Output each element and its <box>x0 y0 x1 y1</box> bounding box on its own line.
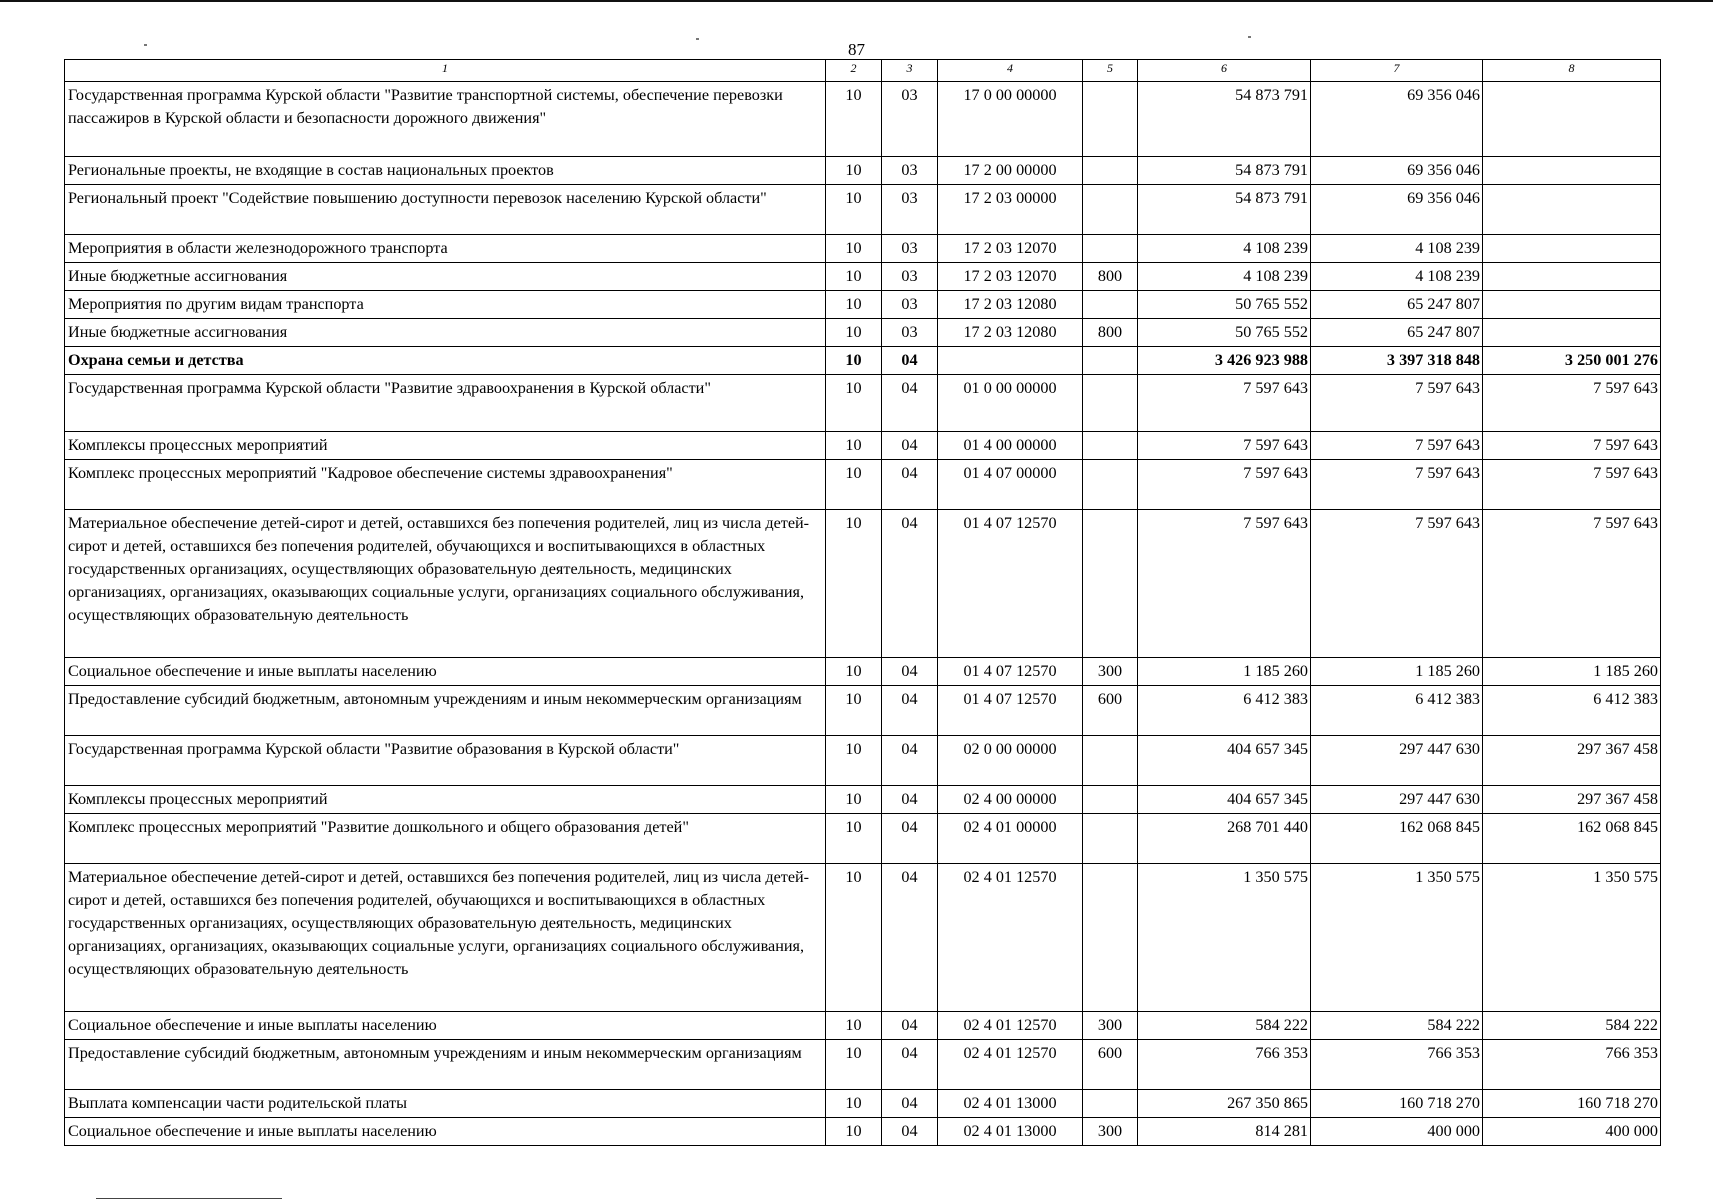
amount-col6: 7 597 643 <box>1138 432 1311 460</box>
row-name: Предоставление субсидий бюджетным, автономным учреждениям и иным некоммерческим организациям <box>65 1040 826 1090</box>
subsection-code: 03 <box>882 82 938 157</box>
target-article-code: 01 0 00 00000 <box>938 375 1083 432</box>
section-code: 10 <box>826 185 882 235</box>
row-name: Социальное обеспечение и иные выплаты населению <box>65 1012 826 1040</box>
target-article-code: 02 4 01 13000 <box>938 1118 1083 1146</box>
subsection-code: 04 <box>882 814 938 864</box>
table-row <box>65 263 1661 291</box>
expense-type-code: 300 <box>1083 658 1138 686</box>
column-header: 4 <box>938 60 1083 82</box>
column-header: 8 <box>1483 60 1661 82</box>
subsection-code: 04 <box>882 375 938 432</box>
amount-col7: 65 247 807 <box>1311 291 1483 319</box>
amount-col8: 160 718 270 <box>1483 1090 1661 1118</box>
amount-col7: 7 597 643 <box>1311 510 1483 658</box>
amount-col7: 4 108 239 <box>1311 263 1483 291</box>
amount-col6: 4 108 239 <box>1138 263 1311 291</box>
amount-col6: 404 657 345 <box>1138 786 1311 814</box>
row-name: Комплекс процессных мероприятий "Развитие дошкольного и общего образования детей" <box>65 814 826 864</box>
amount-col8 <box>1483 82 1661 157</box>
target-article-code: 17 2 00 00000 <box>938 157 1083 185</box>
column-header: 2 <box>826 60 882 82</box>
amount-col6: 1 350 575 <box>1138 864 1311 1012</box>
table-row <box>65 1040 1661 1090</box>
row-name: Комплексы процессных мероприятий <box>65 786 826 814</box>
target-article-code: 01 4 07 12570 <box>938 658 1083 686</box>
subsection-code: 03 <box>882 157 938 185</box>
budget-table <box>64 59 1661 1146</box>
section-code: 10 <box>826 1118 882 1146</box>
table-row <box>65 82 1661 157</box>
table-row <box>65 235 1661 263</box>
amount-col8 <box>1483 263 1661 291</box>
subsection-code: 03 <box>882 235 938 263</box>
amount-col8: 7 597 643 <box>1483 432 1661 460</box>
target-article-code: 17 2 03 12070 <box>938 263 1083 291</box>
subsection-code: 04 <box>882 510 938 658</box>
expense-type-code <box>1083 375 1138 432</box>
amount-col7: 766 353 <box>1311 1040 1483 1090</box>
table-row <box>65 864 1661 1012</box>
table-row <box>65 157 1661 185</box>
amount-col8: 1 350 575 <box>1483 864 1661 1012</box>
section-code: 10 <box>826 736 882 786</box>
amount-col8 <box>1483 157 1661 185</box>
top-rule <box>0 0 1713 2</box>
amount-col8: 297 367 458 <box>1483 736 1661 786</box>
subsection-code: 04 <box>882 1090 938 1118</box>
subsection-code: 03 <box>882 319 938 347</box>
section-code: 10 <box>826 1040 882 1090</box>
subsection-code: 03 <box>882 185 938 235</box>
subsection-code: 04 <box>882 864 938 1012</box>
amount-col8: 162 068 845 <box>1483 814 1661 864</box>
target-article-code: 17 2 03 12080 <box>938 291 1083 319</box>
row-name: Выплата компенсации части родительской платы <box>65 1090 826 1118</box>
table-row <box>65 291 1661 319</box>
expense-type-code <box>1083 291 1138 319</box>
amount-col7: 400 000 <box>1311 1118 1483 1146</box>
row-name: Мероприятия в области железнодорожного транспорта <box>65 235 826 263</box>
target-article-code: 01 4 07 00000 <box>938 460 1083 510</box>
section-code: 10 <box>826 1090 882 1118</box>
expense-type-code <box>1083 460 1138 510</box>
table-row <box>65 1012 1661 1040</box>
subsection-code: 04 <box>882 432 938 460</box>
section-code: 10 <box>826 235 882 263</box>
target-article-code: 02 4 01 13000 <box>938 1090 1083 1118</box>
table-row <box>65 432 1661 460</box>
amount-col6: 404 657 345 <box>1138 736 1311 786</box>
amount-col7: 1 185 260 <box>1311 658 1483 686</box>
amount-col7: 297 447 630 <box>1311 736 1483 786</box>
expense-type-code: 300 <box>1083 1012 1138 1040</box>
footnote-rule <box>96 1198 282 1199</box>
amount-col6: 268 701 440 <box>1138 814 1311 864</box>
amount-col6: 6 412 383 <box>1138 686 1311 736</box>
amount-col6: 7 597 643 <box>1138 510 1311 658</box>
subsection-code: 04 <box>882 1118 938 1146</box>
amount-col6: 4 108 239 <box>1138 235 1311 263</box>
row-name: Региональные проекты, не входящие в состав национальных проектов <box>65 157 826 185</box>
table-row <box>65 1118 1661 1146</box>
row-name: Предоставление субсидий бюджетным, автономным учреждениям и иным некоммерческим организациям <box>65 686 826 736</box>
amount-col6: 814 281 <box>1138 1118 1311 1146</box>
amount-col6: 7 597 643 <box>1138 460 1311 510</box>
expense-type-code <box>1083 736 1138 786</box>
target-article-code: 01 4 00 00000 <box>938 432 1083 460</box>
expense-type-code: 800 <box>1083 319 1138 347</box>
amount-col7: 7 597 643 <box>1311 432 1483 460</box>
expense-type-code: 600 <box>1083 686 1138 736</box>
table-row <box>65 460 1661 510</box>
section-code: 10 <box>826 658 882 686</box>
amount-col7: 584 222 <box>1311 1012 1483 1040</box>
table-row <box>65 185 1661 235</box>
section-code: 10 <box>826 375 882 432</box>
amount-col7: 69 356 046 <box>1311 157 1483 185</box>
section-code: 10 <box>826 432 882 460</box>
table-row <box>65 658 1661 686</box>
row-name: Мероприятия по другим видам транспорта <box>65 291 826 319</box>
expense-type-code <box>1083 510 1138 658</box>
row-name: Государственная программа Курской области "Развитие транспортной системы, обеспечение перевозки пассажиров в Курской области и безопасности дорожного движения" <box>65 82 826 157</box>
row-name: Материальное обеспечение детей-сирот и детей, оставшихся без попечения родителей, лиц из числа детей-сирот и детей, оставшихся без попечения родителей, обучающихся и воспитывающихся в областных государственных организациях, осуществляющих образовательную деятельность, медицинских организациях, организациях, оказывающих социальные услуги, организациях социального обслуживания, осуществляющих образовательную деятельность <box>65 864 826 1012</box>
section-code: 10 <box>826 460 882 510</box>
amount-col7: 6 412 383 <box>1311 686 1483 736</box>
amount-col7: 3 397 318 848 <box>1311 347 1483 375</box>
section-code: 10 <box>826 786 882 814</box>
section-code: 10 <box>826 319 882 347</box>
amount-col7: 69 356 046 <box>1311 82 1483 157</box>
row-name: Материальное обеспечение детей-сирот и детей, оставшихся без попечения родителей, лиц из числа детей-сирот и детей, оставшихся без попечения родителей, обучающихся и воспитывающихся в областных государственных организациях, осуществляющих образовательную деятельность, медицинских организациях, организациях, оказывающих социальные услуги, организациях социального обслуживания, осуществляющих образовательную деятельность <box>65 510 826 658</box>
expense-type-code <box>1083 1090 1138 1118</box>
amount-col8 <box>1483 235 1661 263</box>
table-row <box>65 319 1661 347</box>
amount-col8: 7 597 643 <box>1483 510 1661 658</box>
subsection-code: 04 <box>882 736 938 786</box>
table-row <box>65 347 1661 375</box>
expense-type-code: 800 <box>1083 263 1138 291</box>
table-row <box>65 686 1661 736</box>
section-code: 10 <box>826 814 882 864</box>
expense-type-code: 300 <box>1083 1118 1138 1146</box>
row-name: Социальное обеспечение и иные выплаты населению <box>65 658 826 686</box>
expense-type-code <box>1083 235 1138 263</box>
expense-type-code <box>1083 157 1138 185</box>
table-row <box>65 1090 1661 1118</box>
table-row <box>65 375 1661 432</box>
expense-type-code <box>1083 432 1138 460</box>
subsection-code: 04 <box>882 1012 938 1040</box>
subsection-code: 04 <box>882 460 938 510</box>
expense-type-code <box>1083 82 1138 157</box>
section-code: 10 <box>826 291 882 319</box>
target-article-code: 02 4 01 12570 <box>938 1040 1083 1090</box>
target-article-code: 02 4 00 00000 <box>938 786 1083 814</box>
amount-col6: 54 873 791 <box>1138 82 1311 157</box>
amount-col7: 297 447 630 <box>1311 786 1483 814</box>
subsection-code: 04 <box>882 686 938 736</box>
amount-col8: 584 222 <box>1483 1012 1661 1040</box>
section-code: 10 <box>826 157 882 185</box>
row-name: Социальное обеспечение и иные выплаты населению <box>65 1118 826 1146</box>
amount-col8 <box>1483 185 1661 235</box>
subsection-code: 04 <box>882 786 938 814</box>
target-article-code: 02 4 01 12570 <box>938 864 1083 1012</box>
column-header: 1 <box>65 60 826 82</box>
column-header: 7 <box>1311 60 1483 82</box>
section-code: 10 <box>826 864 882 1012</box>
row-name: Комплекс процессных мероприятий "Кадровое обеспечение системы здравоохранения" <box>65 460 826 510</box>
row-name: Иные бюджетные ассигнования <box>65 263 826 291</box>
row-name: Охрана семьи и детства <box>65 347 826 375</box>
expense-type-code <box>1083 814 1138 864</box>
amount-col8 <box>1483 291 1661 319</box>
section-code: 10 <box>826 263 882 291</box>
amount-col6: 50 765 552 <box>1138 319 1311 347</box>
amount-col6: 54 873 791 <box>1138 185 1311 235</box>
expense-type-code <box>1083 185 1138 235</box>
section-code: 10 <box>826 347 882 375</box>
table-row <box>65 736 1661 786</box>
expense-type-code <box>1083 347 1138 375</box>
target-article-code: 02 4 01 12570 <box>938 1012 1083 1040</box>
subsection-code: 04 <box>882 658 938 686</box>
page-number: 87 <box>848 40 865 59</box>
amount-col7: 65 247 807 <box>1311 319 1483 347</box>
subsection-code: 04 <box>882 1040 938 1090</box>
target-article-code: 02 0 00 00000 <box>938 736 1083 786</box>
amount-col7: 7 597 643 <box>1311 375 1483 432</box>
column-number-header <box>65 60 1661 82</box>
target-article-code: 17 2 03 12080 <box>938 319 1083 347</box>
amount-col8: 1 185 260 <box>1483 658 1661 686</box>
section-code: 10 <box>826 686 882 736</box>
amount-col8: 7 597 643 <box>1483 460 1661 510</box>
column-header: 6 <box>1138 60 1311 82</box>
subsection-code: 03 <box>882 263 938 291</box>
row-name: Комплексы процессных мероприятий <box>65 432 826 460</box>
expense-type-code <box>1083 864 1138 1012</box>
section-code: 10 <box>826 82 882 157</box>
target-article-code: 17 0 00 00000 <box>938 82 1083 157</box>
row-name: Государственная программа Курской области "Развитие здравоохранения в Курской области" <box>65 375 826 432</box>
amount-col7: 160 718 270 <box>1311 1090 1483 1118</box>
column-header: 3 <box>882 60 938 82</box>
row-name: Региональный проект "Содействие повышению доступности перевозок населению Курской области" <box>65 185 826 235</box>
amount-col6: 1 185 260 <box>1138 658 1311 686</box>
amount-col6: 267 350 865 <box>1138 1090 1311 1118</box>
amount-col8: 766 353 <box>1483 1040 1661 1090</box>
table-row <box>65 510 1661 658</box>
target-article-code: 01 4 07 12570 <box>938 686 1083 736</box>
subsection-code: 04 <box>882 347 938 375</box>
subsection-code: 03 <box>882 291 938 319</box>
amount-col7: 162 068 845 <box>1311 814 1483 864</box>
amount-col6: 50 765 552 <box>1138 291 1311 319</box>
amount-col6: 54 873 791 <box>1138 157 1311 185</box>
table-row <box>65 786 1661 814</box>
amount-col7: 1 350 575 <box>1311 864 1483 1012</box>
section-code: 10 <box>826 1012 882 1040</box>
amount-col6: 584 222 <box>1138 1012 1311 1040</box>
amount-col6: 3 426 923 988 <box>1138 347 1311 375</box>
target-article-code: 17 2 03 00000 <box>938 185 1083 235</box>
target-article-code: 02 4 01 00000 <box>938 814 1083 864</box>
target-article-code: 17 2 03 12070 <box>938 235 1083 263</box>
amount-col8: 297 367 458 <box>1483 786 1661 814</box>
amount-col8: 3 250 001 276 <box>1483 347 1661 375</box>
table-row <box>65 814 1661 864</box>
amount-col6: 766 353 <box>1138 1040 1311 1090</box>
expense-type-code: 600 <box>1083 1040 1138 1090</box>
amount-col8: 6 412 383 <box>1483 686 1661 736</box>
amount-col8: 7 597 643 <box>1483 375 1661 432</box>
amount-col7: 69 356 046 <box>1311 185 1483 235</box>
amount-col8: 400 000 <box>1483 1118 1661 1146</box>
target-article-code <box>938 347 1083 375</box>
column-header: 5 <box>1083 60 1138 82</box>
row-name: Иные бюджетные ассигнования <box>65 319 826 347</box>
amount-col7: 4 108 239 <box>1311 235 1483 263</box>
section-code: 10 <box>826 510 882 658</box>
amount-col6: 7 597 643 <box>1138 375 1311 432</box>
expense-type-code <box>1083 786 1138 814</box>
amount-col7: 7 597 643 <box>1311 460 1483 510</box>
row-name: Государственная программа Курской области "Развитие образования в Курской области" <box>65 736 826 786</box>
amount-col8 <box>1483 319 1661 347</box>
target-article-code: 01 4 07 12570 <box>938 510 1083 658</box>
